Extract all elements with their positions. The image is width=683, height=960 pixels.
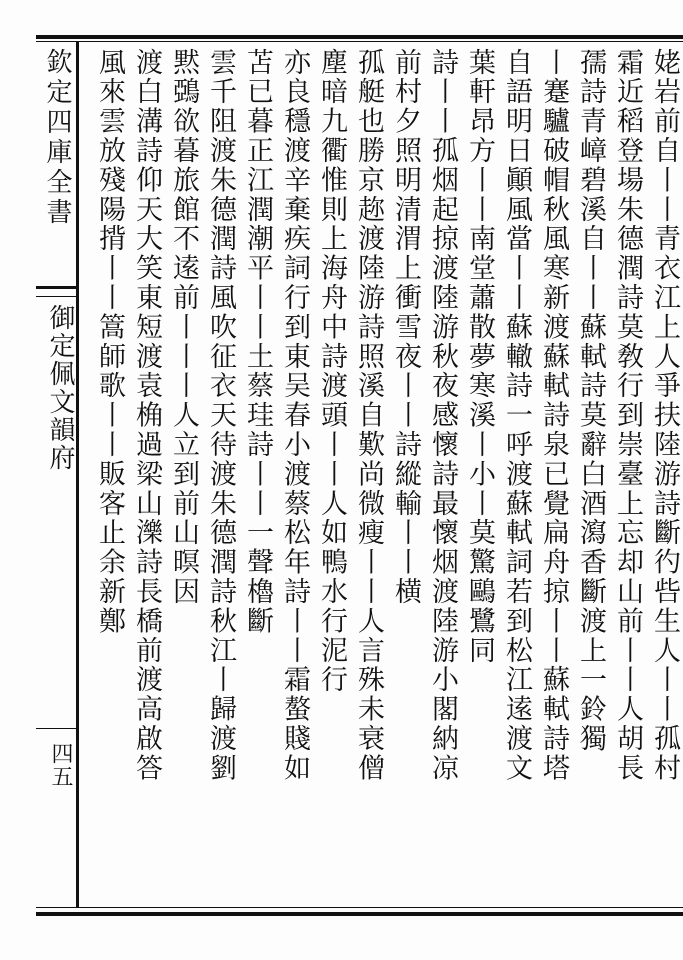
collection-title: 欽定四庫全書: [42, 48, 72, 228]
text-column: 風來雲放殘陽揹丨丨篙師歌丨丨販客止余新鄭: [94, 48, 125, 636]
text-column: 前村夕照明清渭上衝雪夜丨丨詩縱輸丨丨横: [390, 48, 421, 607]
text-column: 姥岩前自丨丨青衣江上人爭扶陸游詩斷彴呰生人丨丨孤村: [649, 48, 680, 783]
top-border: [36, 35, 683, 39]
text-column: 雲千阻渡朱德潤詩風吹征衣天待渡朱德潤詩秋江丨歸渡劉: [205, 48, 236, 783]
book-title: 御定佩文韻府: [45, 304, 75, 472]
text-column: 塵暗九衢惟則上海舟中詩渡頭丨丨人如鴨水行泥行: [316, 48, 347, 695]
margin-divider: [36, 286, 79, 289]
text-column: 孤艇也勝京趂渡陸游詩照溪自歎尚微瘦丨丨人言殊未衰僧: [353, 48, 384, 783]
margin-divider: [36, 296, 79, 297]
text-column: 孺詩青嶂碧溪自丨丨蘇軾詩莫辭白酒瀉香斷渡上一鈴獨: [575, 48, 606, 754]
text-column: 詩丨丨孤烟起掠渡陸游秋夜感懷詩最懷烟渡陸游小閣納凉: [427, 48, 458, 783]
text-column: 渡白溝詩仰天大笑東短渡袁桷過梁山濼詩長橋前渡高啟答: [131, 48, 162, 783]
text-column: 自語明日顚風當丨丨蘇轍詩一呼渡蘇軾詞若到松江逺渡文: [501, 48, 532, 783]
margin-divider: [36, 728, 79, 729]
text-column: 亦良穩渡辛棄疾詞行到東吴春小渡蔡松年詩丨丨霜螯賤如: [279, 48, 310, 783]
text-column: 霜近稻登場朱德潤詩莫敎行到崇臺上忘却山前丨丨人胡長: [612, 48, 643, 783]
text-column: 丨蹇驢破帽秋風寒新渡蘇軾詩泉已覺扁舟掠丨丨蘇軾詩塔: [538, 48, 569, 783]
text-column: 葉軒昂方丨丨南堂蕭散夢寒溪丨小丨莫驚鷗鷺同: [464, 48, 495, 666]
page-number: 四五: [48, 742, 73, 788]
text-column: 苫已暮正江潤潮平丨丨土蔡珪詩丨丨一聲櫓斷: [242, 48, 273, 636]
text-body: [80, 42, 683, 907]
text-column: 黙鵶欲暮旅館不逺前丨丨丨人立到前山暝因: [168, 48, 199, 607]
